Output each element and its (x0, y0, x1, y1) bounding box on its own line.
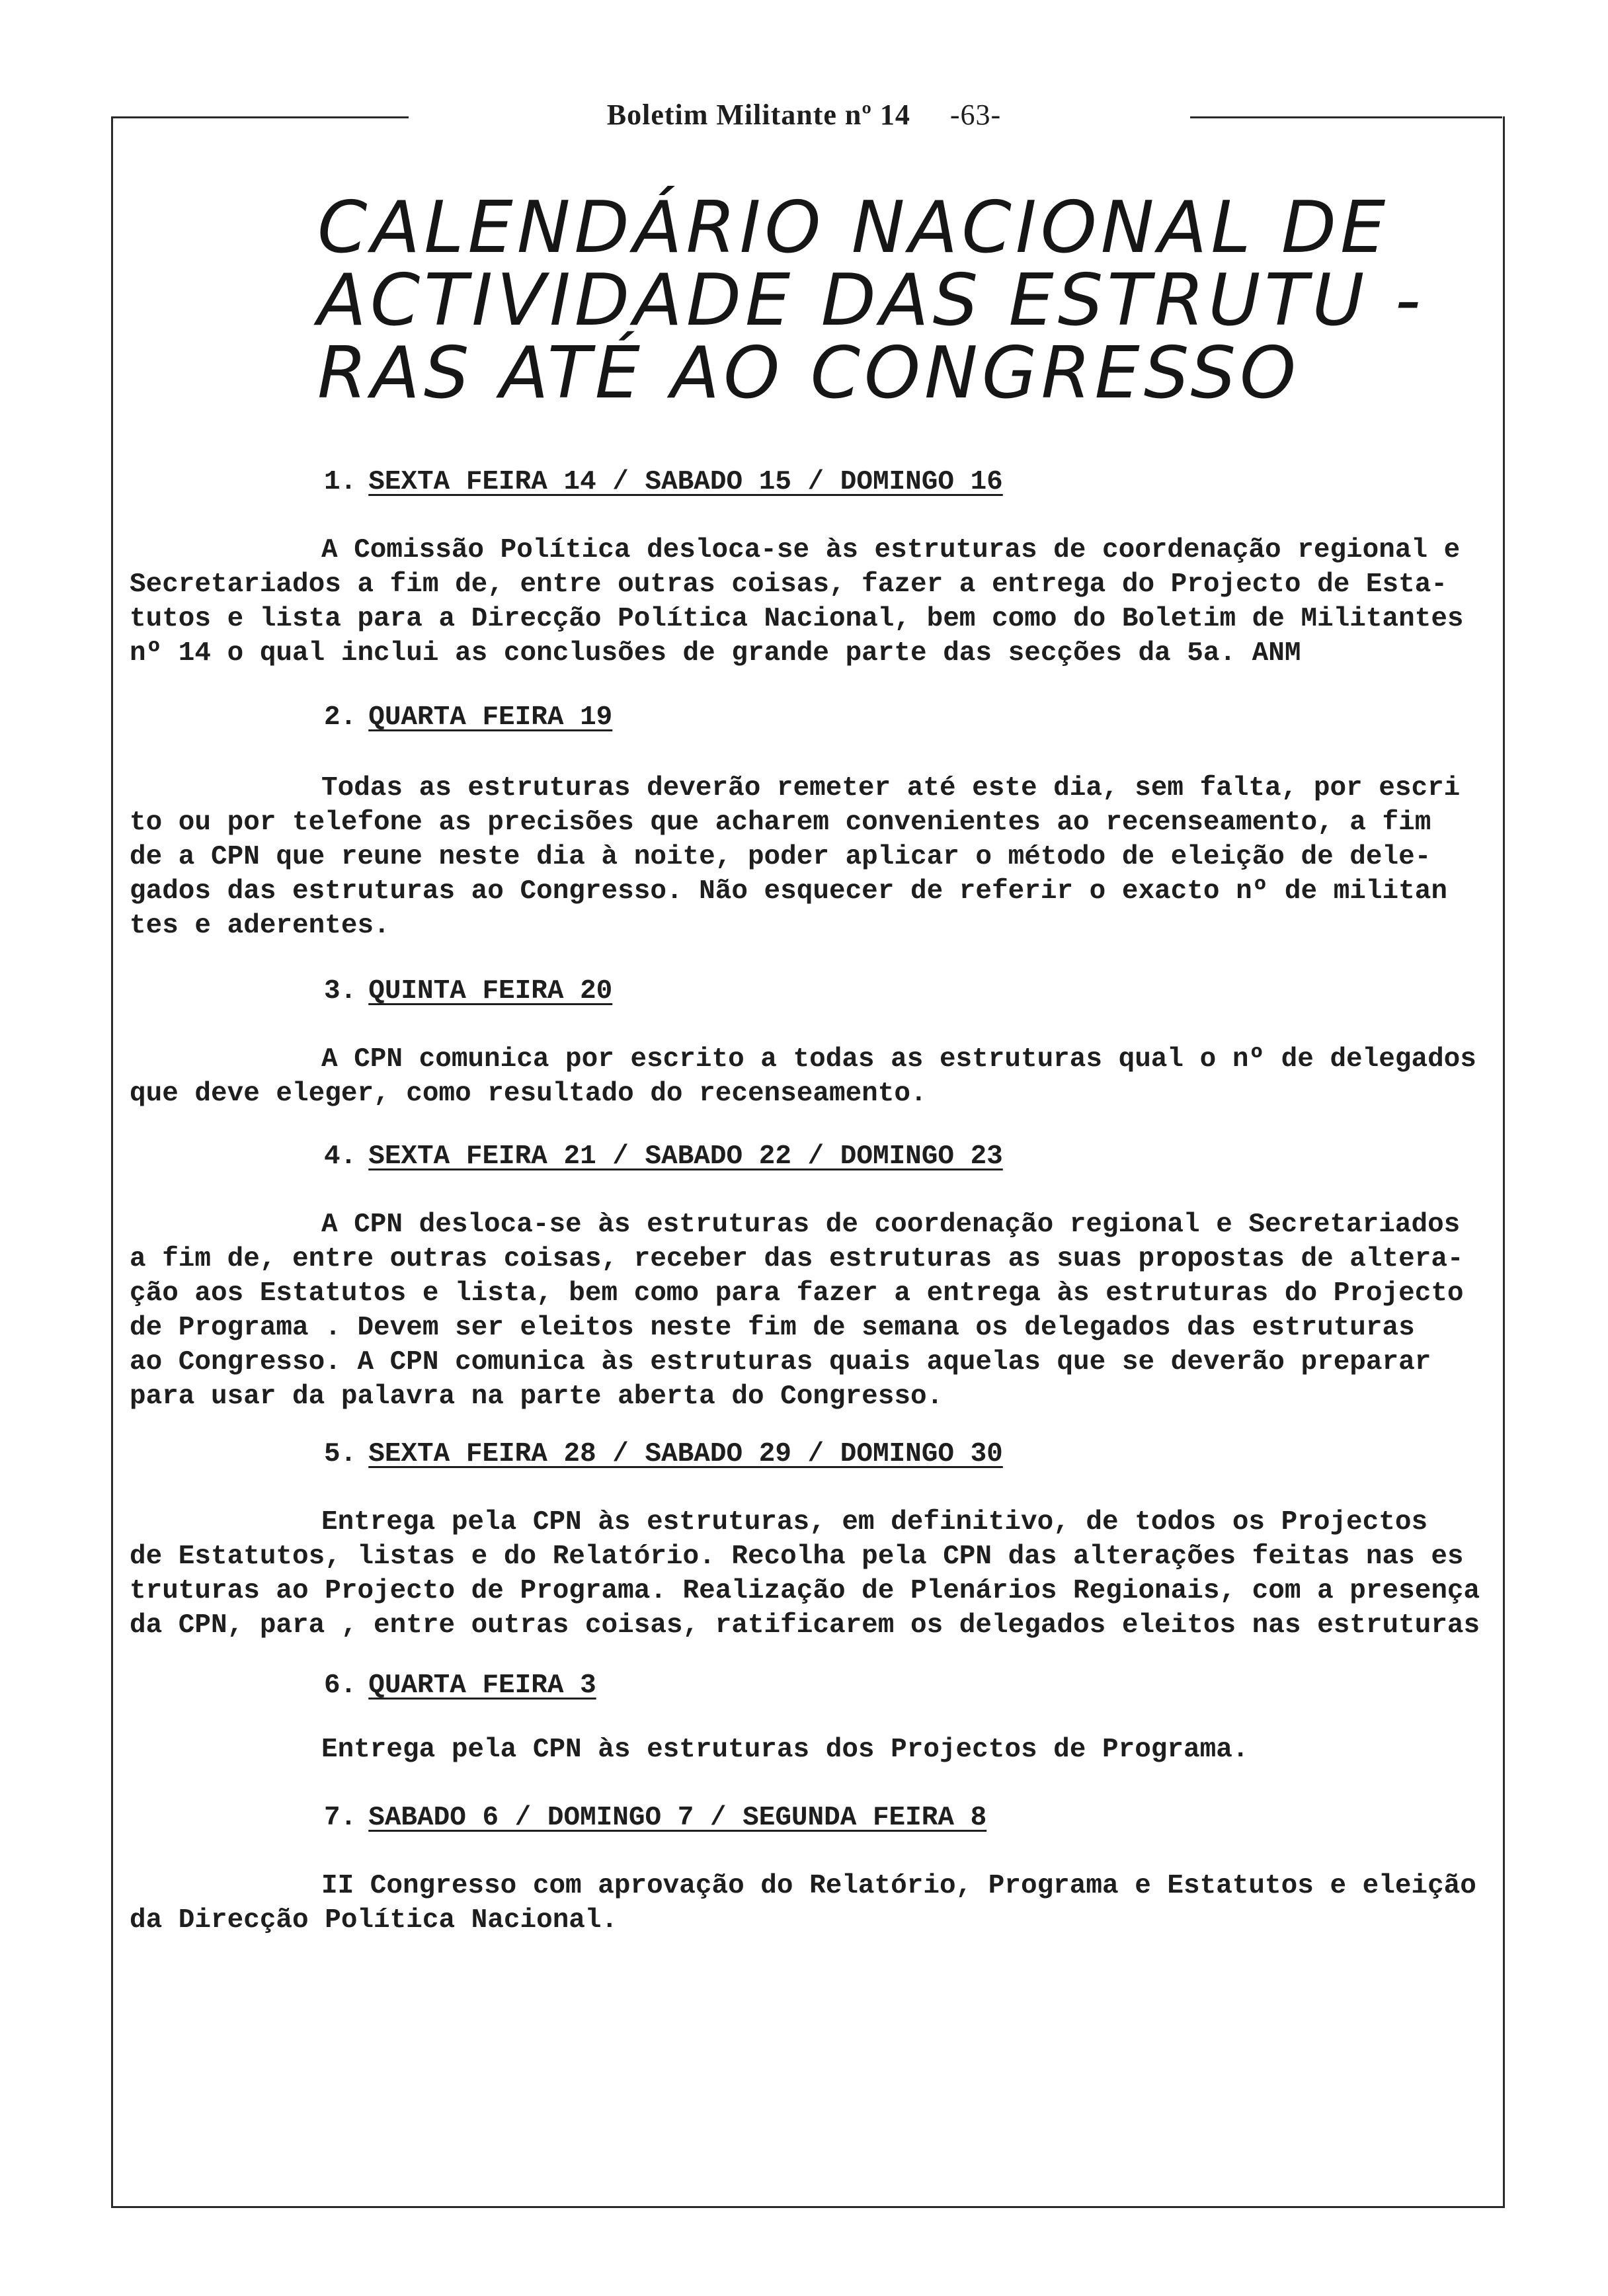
paragraph-line: nº 14 o qual inclui as conclusões de grande parte das secções da 5a. ANM (130, 638, 1301, 669)
item-days: SABADO 6 / DOMINGO 7 / SEGUNDA FEIRA 8 (368, 1803, 987, 1833)
item-days: QUINTA FEIRA 20 (368, 976, 613, 1006)
paragraph-line: ção aos Estatutos e lista, bem como para fazer a entrega às estruturas do Projecto (130, 1278, 1464, 1309)
item-number: 6. (324, 1670, 357, 1701)
item-number: 2. (324, 702, 357, 733)
item-paragraph-1 (130, 533, 1494, 671)
paragraph-line: da CPN, para , entre outras coisas, ratificarem os delegados eleitos nas estruturas (130, 1610, 1480, 1641)
item-paragraph-2 (130, 771, 1494, 943)
paragraph-line: da Direcção Política Nacional. (130, 1905, 618, 1936)
title-line-3: RAS ATÉ AO CONGRESSO (317, 332, 1301, 415)
item-number: 4. (324, 1141, 357, 1172)
paragraph-line: Todas as estruturas deverão remeter até este dia, sem falta, por escri (321, 773, 1461, 803)
document-title (317, 186, 1425, 415)
item-number: 3. (324, 976, 357, 1006)
paragraph-line: de Estatutos, listas e do Relatório. Recolha pela CPN das alterações feitas nas es (130, 1541, 1464, 1572)
paragraph-line: Entrega pela CPN às estruturas dos Projectos de Programa. (321, 1735, 1249, 1765)
paragraph-line: II Congresso com aprovação do Relatório, Programa e Estatutos e eleição (321, 1871, 1476, 1901)
page-number: -63- (949, 99, 1002, 131)
item-days: SEXTA FEIRA 21 / SABADO 22 / DOMINGO 23 (368, 1141, 1003, 1172)
item-heading-2 (324, 702, 612, 733)
item-days: SEXTA FEIRA 28 / SABADO 29 / DOMINGO 30 (368, 1439, 1003, 1469)
paragraph-line: tes e aderentes. (130, 911, 390, 941)
paragraph-line: truturas ao Projecto de Programa. Realização de Plenários Regionais, com a presença (130, 1576, 1480, 1606)
paragraph-line: A CPN comunica por escrito a todas as estruturas qual o nº de delegados (321, 1044, 1476, 1075)
item-paragraph-3 (130, 1042, 1494, 1111)
title-line-2: ACTIVIDADE DAS ESTRUTU - (317, 259, 1425, 342)
paragraph-line: A CPN desloca-se às estruturas de coordenação regional e Secretariados (321, 1210, 1461, 1240)
paragraph-line: de a CPN que reune neste dia à noite, poder aplicar o método de eleição de dele- (130, 842, 1431, 872)
item-heading-5 (324, 1439, 1003, 1469)
item-heading-4 (324, 1141, 1003, 1172)
item-heading-6 (324, 1670, 596, 1701)
paragraph-line: A Comissão Política desloca-se às estruturas de coordenação regional e (321, 535, 1461, 565)
item-number: 1. (324, 467, 357, 497)
paragraph-line: ao Congresso. A CPN comunica às estruturas quais aquelas que se deverão preparar (130, 1347, 1431, 1377)
publication-title: Boletim Militante nº 14 (606, 99, 910, 131)
paragraph-line: Secretariados a fim de, entre outras coisas, fazer a entrega do Projecto de Esta- (130, 569, 1447, 600)
title-line-1: CALENDÁRIO NACIONAL DE (317, 186, 1390, 269)
paragraph-line: tutos e lista para a Direcção Política Nacional, bem como do Boletim de Militantes (130, 604, 1464, 634)
item-paragraph-5 (130, 1505, 1494, 1643)
item-days: QUARTA FEIRA 3 (368, 1670, 596, 1701)
item-number: 5. (324, 1439, 357, 1469)
item-heading-3 (324, 976, 612, 1006)
item-paragraph-7 (130, 1869, 1494, 1938)
item-paragraph-4 (130, 1208, 1494, 1414)
paragraph-line: que deve eleger, como resultado do recenseamento. (130, 1079, 927, 1109)
page-header (0, 98, 1608, 132)
item-paragraph-6 (130, 1733, 1494, 1767)
paragraph-line: to ou por telefone as precisões que acharem convenientes ao recenseamento, a fim (130, 807, 1431, 838)
item-days: SEXTA FEIRA 14 / SABADO 15 / DOMINGO 16 (368, 467, 1003, 497)
paragraph-line: Entrega pela CPN às estruturas, em definitivo, de todos os Projectos (321, 1507, 1428, 1538)
paragraph-line: a fim de, entre outras coisas, receber das estruturas as suas propostas de altera- (130, 1244, 1464, 1274)
paragraph-line: de Programa . Devem ser eleitos neste fim de semana os delegados das estruturas (130, 1313, 1415, 1343)
item-days: QUARTA FEIRA 19 (368, 702, 613, 733)
item-number: 7. (324, 1803, 357, 1833)
item-heading-7 (324, 1803, 986, 1833)
paragraph-line: para usar da palavra na parte aberta do Congresso. (130, 1381, 944, 1412)
paragraph-line: gados das estruturas ao Congresso. Não esquecer de referir o exacto nº de militan (130, 876, 1447, 907)
item-heading-1 (324, 467, 1003, 497)
